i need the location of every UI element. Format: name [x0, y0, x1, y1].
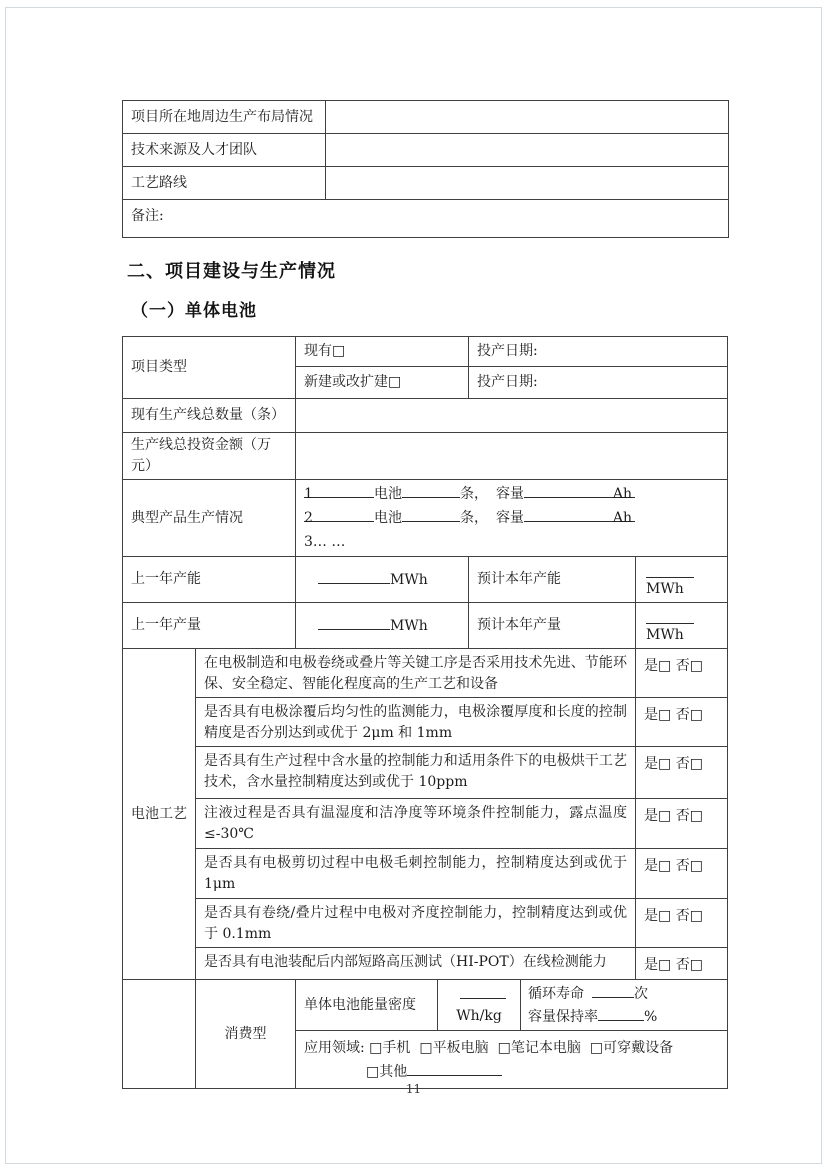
blank-retention[interactable] [598, 1005, 644, 1021]
table-row [123, 603, 728, 649]
blank-forecast-output[interactable] [646, 610, 694, 624]
blank-energy-density[interactable] [460, 983, 506, 999]
investment-value[interactable] [296, 433, 728, 480]
table-row [123, 799, 728, 849]
table-row [123, 747, 728, 799]
existing-date-field[interactable]: 投产日期: [469, 337, 728, 367]
table-row [123, 649, 728, 698]
yes-no-checkbox-3[interactable]: 是□ 否□ [636, 747, 728, 799]
page-content [122, 0, 728, 1089]
energy-density-field[interactable]: Wh/kg [438, 980, 521, 1031]
table-row [123, 134, 729, 167]
process-question-4: 注液过程是否具有温湿度和洁净度等环境条件控制能力，露点温度≤-30℃ [196, 799, 636, 849]
table-row [123, 899, 728, 948]
info-value-tech-source[interactable] [326, 134, 729, 167]
table-row [123, 980, 728, 1031]
table-row [123, 948, 728, 980]
application-field-cell[interactable] [296, 1031, 728, 1089]
battery-cell-table [122, 336, 728, 1089]
project-info-table [122, 100, 729, 238]
last-year-capacity-field[interactable]: MWh [296, 557, 469, 603]
forecast-capacity-field[interactable]: MWh [636, 557, 728, 603]
last-year-output-field[interactable]: MWh [296, 603, 469, 649]
blank-capacity-mwh[interactable] [318, 568, 390, 584]
blank-model-1[interactable]: 1 [304, 482, 374, 498]
cycle-life-cell[interactable] [521, 980, 728, 1031]
typical-line-1[interactable]: 1 电池 条， 容量 Ah [304, 482, 719, 506]
forecast-output-field[interactable]: MWh [636, 603, 728, 649]
app-checkbox-laptop[interactable]: □笔记本电脑 [497, 1039, 581, 1056]
remarks-cell[interactable]: 备注: [123, 200, 729, 238]
option-new-build-checkbox[interactable]: 新建或改扩建□ [296, 367, 469, 399]
blank-forecast-capacity[interactable] [646, 564, 694, 578]
page-number: 11 [405, 1082, 422, 1096]
table-row [123, 200, 729, 238]
info-label-surrounding-layout: 项目所在地周边生产布局情况 [123, 101, 326, 134]
process-group-label: 电池工艺 [123, 649, 196, 980]
yes-no-checkbox-4[interactable]: 是□ 否□ [636, 799, 728, 849]
consumer-type-label: 消费型 [196, 980, 296, 1089]
yes-no-checkbox-6[interactable]: 是□ 否□ [636, 899, 728, 948]
table-row [123, 849, 728, 899]
blank-count-1[interactable] [402, 482, 460, 498]
line-count-label: 现有生产线总数量（条） [123, 399, 296, 433]
table-row [123, 167, 729, 200]
blank-output-mwh[interactable] [318, 614, 390, 630]
process-question-2: 是否具有电极涂覆后均匀性的监测能力，电极涂覆厚度和长度的控制精度是否分别达到或优于 2μm 和 1mm [196, 698, 636, 747]
project-type-label: 项目类型 [123, 337, 296, 399]
blank-model-2[interactable]: 2 [304, 506, 374, 522]
blank-other-application[interactable] [407, 1060, 502, 1076]
application-options-line[interactable] [304, 1036, 719, 1060]
table-row [123, 557, 728, 603]
table-row [123, 433, 728, 480]
table-row [123, 399, 728, 433]
process-question-6: 是否具有卷绕/叠片过程中电极对齐度控制能力，控制精度达到或优于 0.1mm [196, 899, 636, 948]
line-count-value[interactable] [296, 399, 728, 433]
subsection-heading: （一）单体电池 [131, 301, 257, 321]
yes-no-checkbox-5[interactable]: 是□ 否□ [636, 849, 728, 899]
last-year-capacity-label: 上一年产能 [123, 557, 296, 603]
yes-no-checkbox-2[interactable]: 是□ 否□ [636, 698, 728, 747]
application-label: 应用领域: [304, 1039, 370, 1056]
table-row [123, 101, 729, 134]
table-row [123, 480, 728, 557]
info-value-surrounding-layout[interactable] [326, 101, 729, 134]
cycle-life-line[interactable]: 循环寿命 次 [528, 982, 719, 1005]
process-question-7: 是否具有电池装配后内部短路高压测试（HI-POT）在线检测能力 [196, 948, 636, 980]
blank-cycle-life[interactable] [592, 982, 634, 998]
section-heading: 二、项目建设与生产情况 [127, 261, 336, 281]
app-checkbox-tablet[interactable]: □平板电脑 [419, 1039, 489, 1056]
typical-line-3: 3… … [304, 534, 346, 550]
forecast-capacity-label: 预计本年产能 [469, 557, 636, 603]
app-checkbox-wearable[interactable]: □可穿戴设备 [589, 1039, 674, 1056]
yes-no-checkbox-1[interactable]: 是□ 否□ [636, 649, 728, 698]
app-checkbox-other[interactable]: □其他 [366, 1063, 408, 1080]
process-question-5: 是否具有电极剪切过程中电极毛刺控制能力，控制精度达到或优于 1μm [196, 849, 636, 899]
consumer-group-spacer [123, 980, 196, 1089]
info-value-process-route[interactable] [326, 167, 729, 200]
info-label-process-route: 工艺路线 [123, 167, 326, 200]
new-build-date-field[interactable]: 投产日期: [469, 367, 728, 399]
typical-products-cell[interactable] [296, 480, 728, 557]
process-question-3: 是否具有生产过程中含水量的控制能力和适用条件下的电极烘干工艺技术，含水量控制精度达到或优于 10ppm [196, 747, 636, 799]
typical-line-2[interactable]: 2 电池 条， 容量 Ah [304, 506, 719, 530]
application-other-line[interactable] [304, 1060, 719, 1084]
typical-products-label: 典型产品生产情况 [123, 480, 296, 557]
app-checkbox-phone[interactable]: □手机 [369, 1039, 411, 1056]
table-row [123, 698, 728, 747]
retention-line[interactable]: 容量保持率 % [528, 1005, 719, 1028]
forecast-output-label: 预计本年产量 [469, 603, 636, 649]
table-row [123, 337, 728, 367]
yes-no-checkbox-7[interactable]: 是□ 否□ [636, 948, 728, 980]
process-question-1: 在电极制造和电极卷绕或叠片等关键工序是否采用技术先进、节能环保、安全稳定、智能化程度高的生产工艺和设备 [196, 649, 636, 698]
blank-count-2[interactable] [402, 506, 460, 522]
info-label-tech-source: 技术来源及人才团队 [123, 134, 326, 167]
option-existing-checkbox[interactable]: 现有□ [296, 337, 469, 367]
investment-label: 生产线总投资金额（万元） [123, 433, 296, 480]
blank-capacity-2[interactable]: Ah [524, 506, 635, 522]
last-year-output-label: 上一年产量 [123, 603, 296, 649]
blank-capacity-1[interactable]: Ah [524, 482, 635, 498]
energy-density-label: 单体电池能量密度 [296, 980, 438, 1031]
